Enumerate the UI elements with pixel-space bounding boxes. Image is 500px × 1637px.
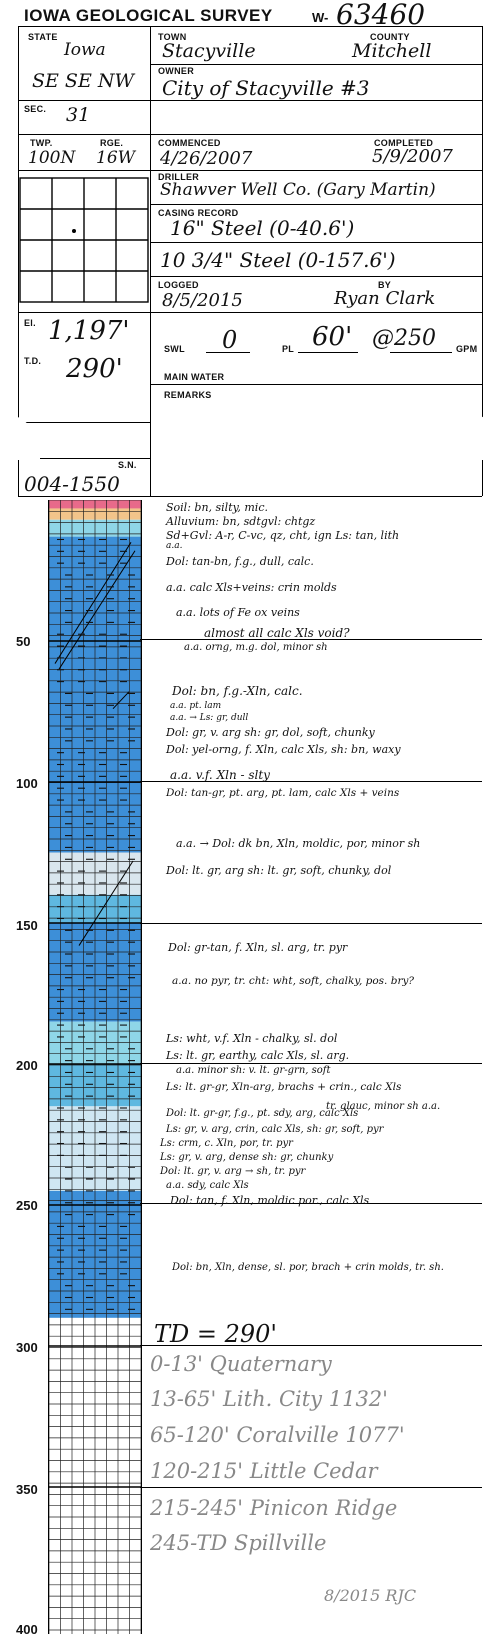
log-note: Dol: bn, f.g.-Xln, calc. [172, 684, 303, 698]
rule [298, 352, 358, 353]
state-label: STATE [28, 32, 58, 42]
log-note: Dol: lt. gr-gr, f.g., pt. sdy, arg, calc Xls [166, 1108, 359, 1119]
log-note: almost all calc Xls void? [204, 626, 350, 640]
log-note: Dol: tan, f. Xln, moldic por., calc Xls [170, 1194, 370, 1207]
log-note: a.a. lots of Fe ox veins [176, 606, 300, 619]
log-note: a.a. sdy, calc Xls [166, 1180, 249, 1191]
log-note: Ls: lt. gr-gr, Xln-arg, brachs + crin., calc Xls [166, 1081, 402, 1093]
owner-label: OWNER [158, 66, 194, 76]
by-label: BY [378, 280, 392, 290]
casing-2-value: 10 3/4" Steel (0-157.6') [160, 248, 396, 272]
depth-label-250: 250 [16, 1198, 38, 1213]
swl-value: 0 [222, 326, 238, 354]
commenced-label: COMMENCED [158, 138, 221, 148]
log-note: Ls: lt. gr, earthy, calc Xls, sl. arg. [166, 1049, 350, 1062]
rule [150, 242, 482, 243]
td-label: T.D. [24, 356, 42, 366]
depth-label-50: 50 [16, 634, 31, 649]
pumping-rate-value: @250 [372, 326, 436, 351]
rule [150, 384, 482, 385]
logged-value: 8/5/2015 [162, 290, 243, 311]
sn-label: S.N. [118, 460, 137, 470]
log-note: Dol: gr, v. arg sh: gr, dol, soft, chunky [166, 726, 375, 739]
log-note: Ls: crm, c. Xln, por, tr. pyr [160, 1138, 293, 1149]
log-note: a.a. orng, m.g. dol, minor sh [184, 642, 328, 653]
rule [18, 26, 482, 27]
logged-by-value: Ryan Clark [334, 288, 436, 309]
commenced-value: 4/26/2007 [160, 148, 253, 169]
completed-value: 5/9/2007 [372, 146, 453, 167]
depth-label-100: 100 [16, 776, 38, 791]
total-depth-value: 290' [66, 354, 123, 384]
depth-label-350: 350 [16, 1482, 38, 1497]
sec-label: SEC. [24, 104, 47, 114]
logged-label: LOGGED [158, 280, 199, 290]
remarks-label: REMARKS [164, 390, 212, 400]
log-note: a.a. no pyr, tr. cht: wht, soft, chalky, pos. bry? [172, 975, 415, 987]
log-note: Sd+Gvl: A-r, C-vc, qz, cht, ign Ls: tan, lith [166, 529, 400, 542]
pl-value: 60' [312, 322, 353, 352]
depth-rule [140, 1063, 482, 1064]
log-note: tr. glauc, minor sh a.a. [326, 1101, 441, 1112]
lithology-graphic [49, 500, 141, 1634]
log-note: Dol: yel-orng, f. Xln, calc Xls, sh: bn, waxy [166, 743, 401, 756]
depth-rule [140, 923, 482, 924]
rule [390, 352, 452, 353]
gpm-label: GPM [456, 344, 478, 354]
state-value: Iowa [64, 40, 106, 60]
log-note: Ls: gr, v. arg, dense sh: gr, chunky [160, 1152, 334, 1163]
sn-value: 004-1550 [24, 472, 120, 496]
county-value: Mitchell [352, 40, 432, 62]
depth-label-400: 400 [16, 1622, 38, 1637]
log-note: Ls: wht, v.f. Xln - chalky, sl. dol [166, 1032, 338, 1045]
rule [18, 170, 482, 171]
log-note: Dol: lt. gr, v. arg → sh, tr. pyr [160, 1166, 306, 1177]
formation-row: 120-215' Little Cedar [150, 1459, 378, 1483]
swl-label: SWL [164, 344, 185, 354]
survey-title: IOWA GEOLOGICAL SURVEY [24, 6, 273, 25]
rule [206, 352, 250, 353]
rule [18, 100, 482, 101]
log-note: a.a. → Ls: gr, dull [170, 713, 249, 723]
driller-label: DRILLER [158, 172, 200, 182]
formation-row: 65-120' Coralville 1077' [150, 1423, 405, 1447]
well-number-prefix: W- [312, 10, 329, 25]
twp-value: 100N [28, 148, 76, 168]
rule [18, 312, 482, 313]
casing-1-value: 16" Steel (0-40.6') [170, 216, 355, 240]
log-note: Dol: tan-bn, f.g., dull, calc. [166, 555, 314, 568]
formation-row: 13-65' Lith. City 1132' [150, 1387, 388, 1411]
log-note: Soil: bn, silty, mic. [166, 501, 268, 514]
owner-value: City of Stacyville #3 [162, 76, 370, 100]
rge-label: RGE. [100, 138, 124, 148]
formation-row: 215-245' Pinicon Ridge [150, 1496, 398, 1520]
depth-label-150: 150 [16, 918, 38, 933]
section-plat-grid [18, 176, 150, 304]
location-value: SE SE NW [32, 70, 135, 92]
sec-value: 31 [66, 104, 91, 126]
county-label: COUNTY [370, 32, 410, 42]
card-notches [0, 400, 500, 460]
log-note: a.a. minor sh: v. lt. gr-grn, soft [176, 1065, 331, 1076]
depth-label-200: 200 [16, 1058, 38, 1073]
log-note: Dol: bn, Xln, dense, sl. por, brach + crin molds, tr. sh. [172, 1262, 444, 1273]
depth-label-300: 300 [16, 1340, 38, 1355]
well-number: 63460 [336, 0, 426, 31]
td-marker: TD = 290' [154, 1320, 278, 1348]
formation-row: 0-13' Quaternary [150, 1352, 332, 1376]
log-note: a.a. [166, 541, 183, 551]
rule [18, 134, 482, 135]
rule [150, 276, 482, 277]
twp-label: TWP. [30, 138, 53, 148]
rule [150, 64, 482, 65]
log-note: Alluvium: bn, sdtgvl: chtgz [166, 515, 316, 528]
pl-label: PL [282, 344, 295, 354]
casing-label: CASING RECORD [158, 208, 239, 218]
rge-value: 16W [96, 148, 136, 168]
rule [150, 204, 482, 205]
rule [18, 496, 482, 497]
log-note: Ls: gr, v. arg, crin, calc Xls, sh: gr, soft, pyr [166, 1124, 384, 1135]
depth-rule [140, 1487, 482, 1488]
elevation-value: 1,197' [48, 316, 130, 346]
log-note: a.a. v.f. Xln - slty [170, 768, 270, 782]
completed-label: COMPLETED [374, 138, 434, 148]
signature: 8/2015 RJC [324, 1586, 417, 1605]
town-value: Stacyville [162, 40, 256, 62]
town-label: TOWN [158, 32, 187, 42]
log-note: Dol: tan-gr, pt. arg, pt. lam, calc Xls + veins [166, 787, 400, 799]
log-note: a.a. pt. lam [170, 701, 222, 711]
log-note: a.a. calc Xls+veins: crin molds [166, 581, 337, 594]
main-water-label: MAIN WATER [164, 372, 225, 382]
driller-value: Shawver Well Co. (Gary Martin) [160, 180, 436, 200]
log-note: Dol: lt. gr, arg sh: lt. gr, soft, chunky, dol [166, 864, 392, 877]
log-note: Dol: gr-tan, f. Xln, sl. arg, tr. pyr [168, 941, 348, 954]
formation-row: 245-TD Spillville [150, 1531, 327, 1555]
lithology-column [48, 500, 142, 1634]
elevation-label: El. [24, 318, 36, 328]
log-note: a.a. → Dol: dk bn, Xln, moldic, por, minor sh [176, 837, 421, 850]
